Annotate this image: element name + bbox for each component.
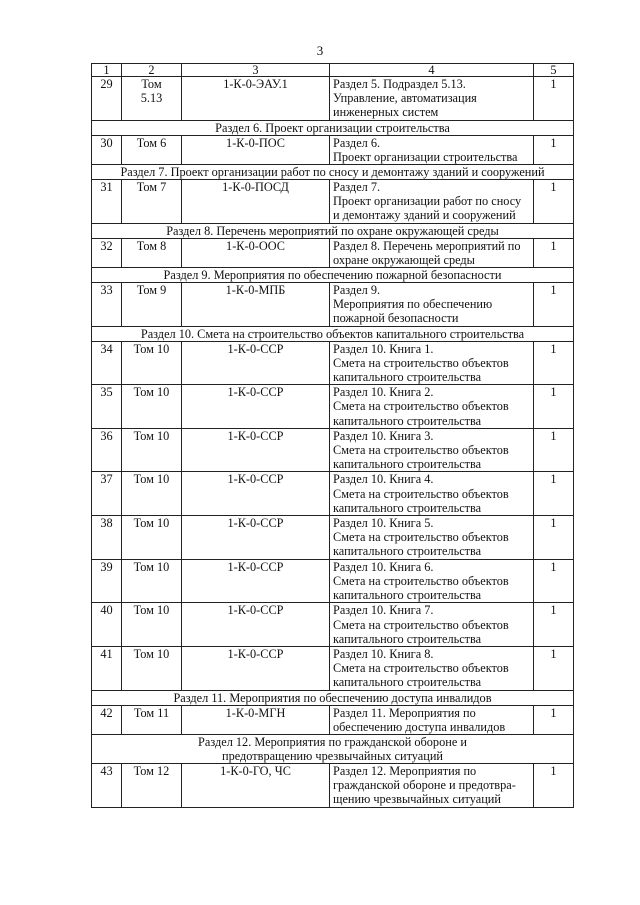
header-col-1: 1 <box>92 64 122 77</box>
section-title: Раздел 7. Проект организации работ по сносу и демонтажу зданий и сооружений <box>92 165 574 180</box>
table-row <box>92 763 574 807</box>
row-number: 43 <box>92 763 122 807</box>
name-cell: Раздел 10. Книга 5. Смета на строительство объектов капитального строительства <box>330 516 534 560</box>
row-number: 41 <box>92 646 122 690</box>
section-header-row <box>92 326 574 341</box>
volume-cell: Том 8 <box>122 238 182 267</box>
quantity-cell: 1 <box>534 238 574 267</box>
volume-cell: Том 12 <box>122 763 182 807</box>
code-cell: 1-К-0-ССР <box>182 646 330 690</box>
name-cell: Раздел 6. Проект организации строительства <box>330 135 534 164</box>
volume-cell: Том 10 <box>122 472 182 516</box>
code-cell: 1-К-0-ССР <box>182 603 330 647</box>
section-title: Раздел 12. Мероприятия по гражданской обороне и предотвращению чрезвычайных ситуаций <box>92 734 574 763</box>
quantity-cell: 1 <box>534 646 574 690</box>
code-cell: 1-К-0-ССР <box>182 516 330 560</box>
code-cell: 1-К-0-ССР <box>182 559 330 603</box>
table-row <box>92 238 574 267</box>
quantity-cell: 1 <box>534 283 574 327</box>
table-row <box>92 341 574 385</box>
quantity-cell: 1 <box>534 341 574 385</box>
code-cell: 1-К-0-ЭАУ.1 <box>182 77 330 121</box>
header-col-3: 3 <box>182 64 330 77</box>
volume-cell: Том 10 <box>122 516 182 560</box>
table-header-row <box>92 64 574 77</box>
quantity-cell: 1 <box>534 516 574 560</box>
quantity-cell: 1 <box>534 385 574 429</box>
row-number: 33 <box>92 283 122 327</box>
name-cell: Раздел 10. Книга 2. Смета на строительство объектов капитального строительства <box>330 385 534 429</box>
volume-cell: Том 10 <box>122 428 182 472</box>
code-cell: 1-К-0-ПОС <box>182 135 330 164</box>
name-cell: Раздел 10. Книга 7. Смета на строительство объектов капитального строительства <box>330 603 534 647</box>
table-row <box>92 385 574 429</box>
table-row <box>92 283 574 327</box>
name-cell: Раздел 9. Мероприятия по обеспечению пожарной безопасности <box>330 283 534 327</box>
row-number: 34 <box>92 341 122 385</box>
code-cell: 1-К-0-ССР <box>182 428 330 472</box>
code-cell: 1-К-0-ПОСД <box>182 180 330 224</box>
section-header-row <box>92 690 574 705</box>
documents-table-body <box>92 64 574 808</box>
table-row <box>92 646 574 690</box>
name-cell: Раздел 10. Книга 6. Смета на строительство объектов капитального строительства <box>330 559 534 603</box>
row-number: 36 <box>92 428 122 472</box>
table-row <box>92 428 574 472</box>
name-cell: Раздел 10. Книга 1. Смета на строительство объектов капитального строительства <box>330 341 534 385</box>
section-title: Раздел 10. Смета на строительство объектов капитального строительства <box>92 326 574 341</box>
row-number: 42 <box>92 705 122 734</box>
name-cell: Раздел 10. Книга 4. Смета на строительство объектов капитального строительства <box>330 472 534 516</box>
quantity-cell: 1 <box>534 77 574 121</box>
quantity-cell: 1 <box>534 603 574 647</box>
code-cell: 1-К-0-МПБ <box>182 283 330 327</box>
table-row <box>92 705 574 734</box>
table-row <box>92 516 574 560</box>
code-cell: 1-К-0-ООС <box>182 238 330 267</box>
table-row <box>92 559 574 603</box>
header-col-2: 2 <box>122 64 182 77</box>
row-number: 30 <box>92 135 122 164</box>
volume-cell: Том 10 <box>122 385 182 429</box>
quantity-cell: 1 <box>534 705 574 734</box>
name-cell: Раздел 11. Мероприятия по обеспечению доступа инвалидов <box>330 705 534 734</box>
name-cell: Раздел 10. Книга 3. Смета на строительство объектов капитального строительства <box>330 428 534 472</box>
code-cell: 1-К-0-ГО, ЧС <box>182 763 330 807</box>
row-number: 39 <box>92 559 122 603</box>
name-cell: Раздел 8. Перечень мероприятий по охране окружающей среды <box>330 238 534 267</box>
row-number: 35 <box>92 385 122 429</box>
section-header-row <box>92 223 574 238</box>
section-header-row <box>92 165 574 180</box>
table-row <box>92 603 574 647</box>
quantity-cell: 1 <box>534 472 574 516</box>
volume-cell: Том 10 <box>122 559 182 603</box>
section-title: Раздел 6. Проект организации строительства <box>92 120 574 135</box>
name-cell: Раздел 7. Проект организации работ по сносу и демонтажу зданий и сооружений <box>330 180 534 224</box>
volume-cell: Том 9 <box>122 283 182 327</box>
volume-cell: Том 7 <box>122 180 182 224</box>
code-cell: 1-К-0-МГН <box>182 705 330 734</box>
section-title: Раздел 9. Мероприятия по обеспечению пожарной безопасности <box>92 268 574 283</box>
volume-cell: Том 6 <box>122 135 182 164</box>
name-cell: Раздел 10. Книга 8. Смета на строительство объектов капитального строительства <box>330 646 534 690</box>
volume-cell: Том 10 <box>122 646 182 690</box>
volume-cell: Том 10 <box>122 341 182 385</box>
section-header-row <box>92 120 574 135</box>
quantity-cell: 1 <box>534 180 574 224</box>
table-row <box>92 135 574 164</box>
code-cell: 1-К-0-ССР <box>182 472 330 516</box>
quantity-cell: 1 <box>534 559 574 603</box>
row-number: 37 <box>92 472 122 516</box>
code-cell: 1-К-0-ССР <box>182 341 330 385</box>
section-header-row <box>92 268 574 283</box>
section-header-row <box>92 734 574 763</box>
page-number: 3 <box>316 43 324 58</box>
code-cell: 1-К-0-ССР <box>182 385 330 429</box>
quantity-cell: 1 <box>534 763 574 807</box>
quantity-cell: 1 <box>534 428 574 472</box>
header-col-5: 5 <box>534 64 574 77</box>
row-number: 38 <box>92 516 122 560</box>
volume-cell: Том 11 <box>122 705 182 734</box>
volume-cell: Том 5.13 <box>122 77 182 121</box>
section-title: Раздел 8. Перечень мероприятий по охране окружающей среды <box>92 223 574 238</box>
row-number: 40 <box>92 603 122 647</box>
row-number: 31 <box>92 180 122 224</box>
table-row <box>92 472 574 516</box>
row-number: 32 <box>92 238 122 267</box>
header-col-4: 4 <box>330 64 534 77</box>
row-number: 29 <box>92 77 122 121</box>
documents-table <box>91 63 574 808</box>
table-row <box>92 180 574 224</box>
quantity-cell: 1 <box>534 135 574 164</box>
name-cell: Раздел 12. Мероприятия по гражданской обороне и предотвра- щению чрезвычайных ситуаций <box>330 763 534 807</box>
table-row <box>92 77 574 121</box>
section-title: Раздел 11. Мероприятия по обеспечению доступа инвалидов <box>92 690 574 705</box>
volume-cell: Том 10 <box>122 603 182 647</box>
name-cell: Раздел 5. Подраздел 5.13. Управление, автоматизация инженерных систем <box>330 77 534 121</box>
